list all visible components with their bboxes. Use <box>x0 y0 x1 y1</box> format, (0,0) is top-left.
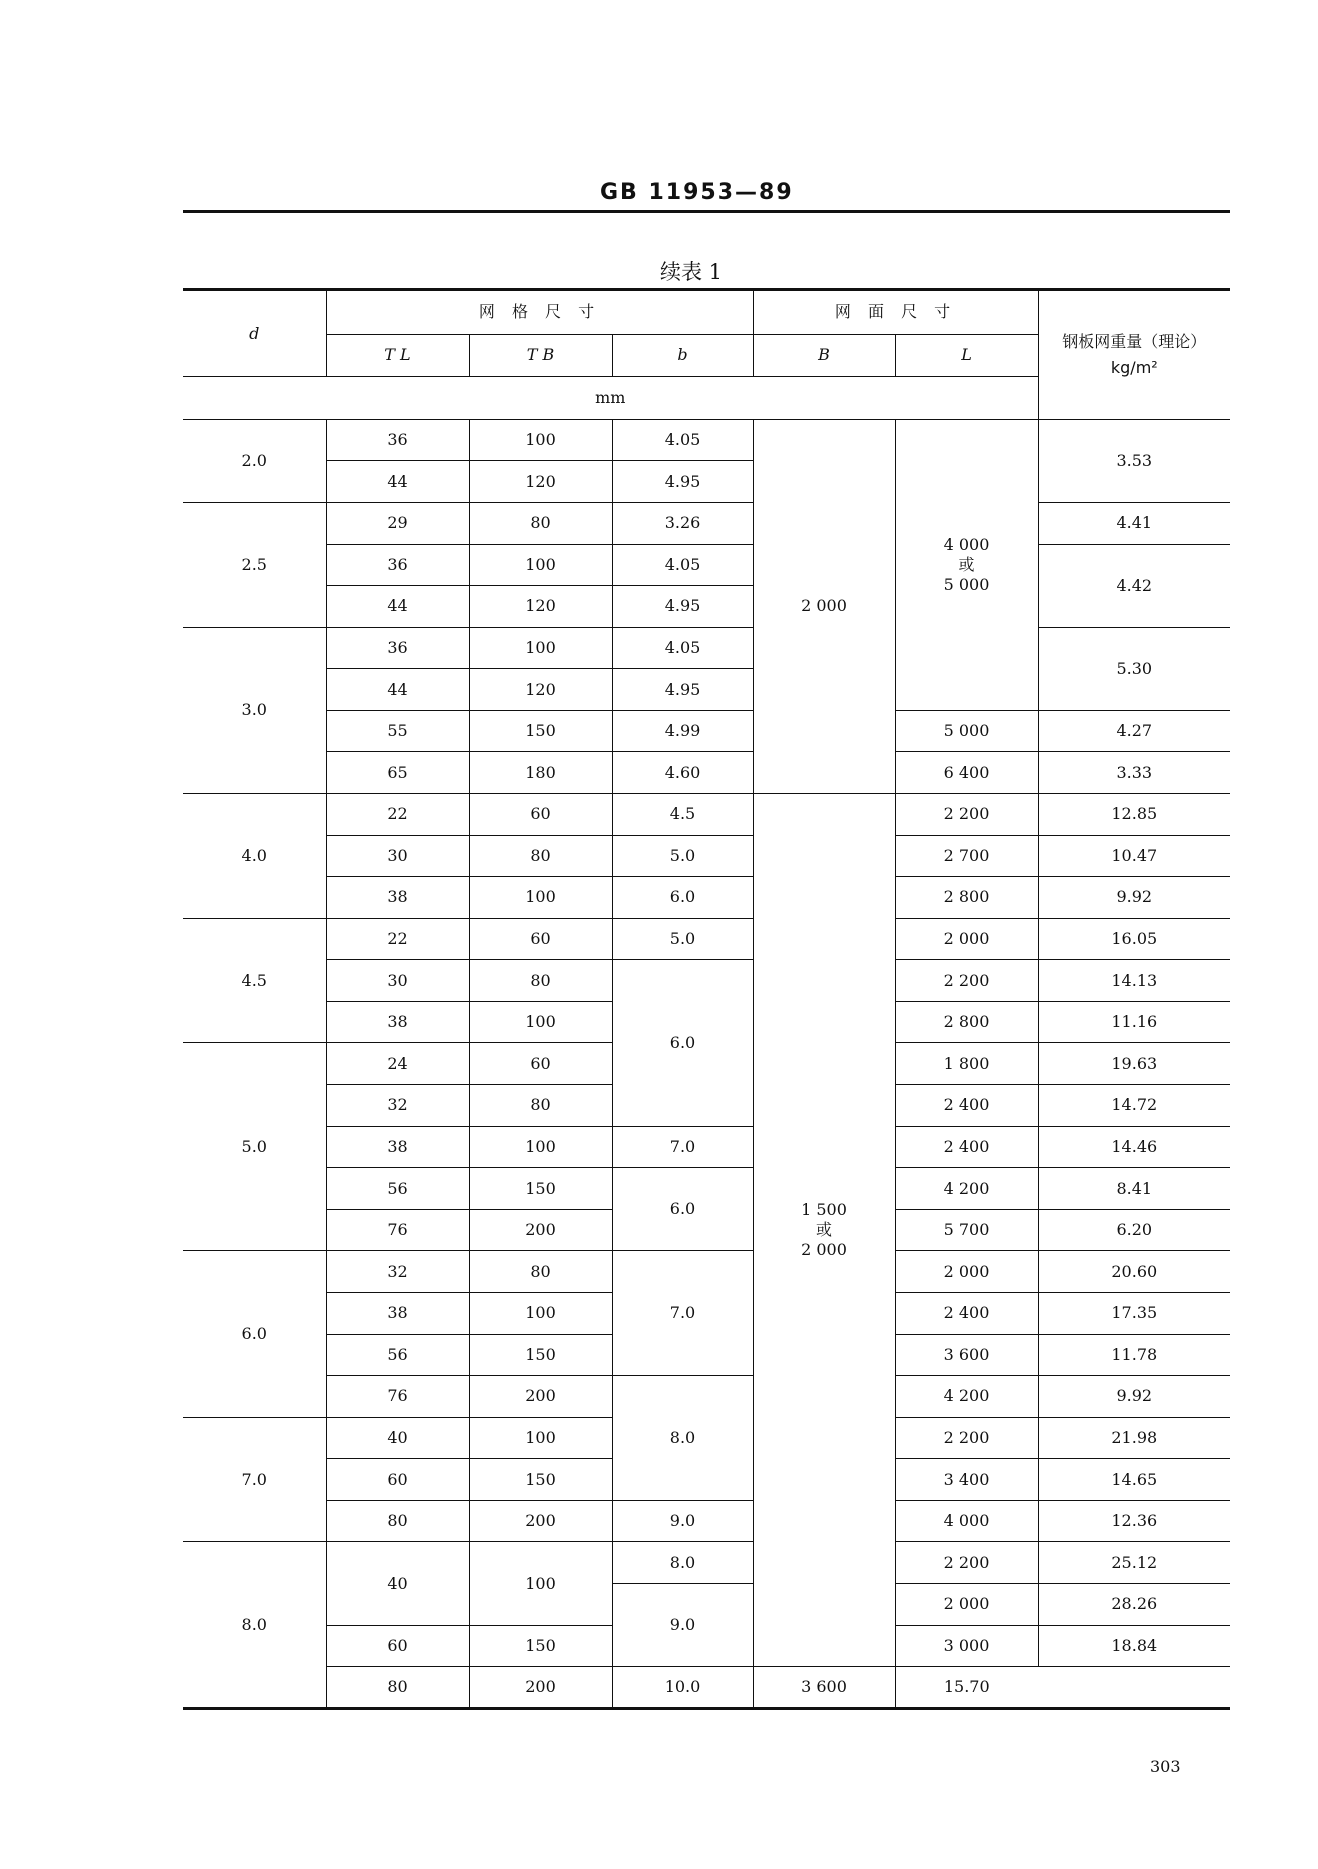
L-cell: 2 200 <box>895 1542 1038 1584</box>
tl-cell: 36 <box>326 627 469 669</box>
tl-cell: 56 <box>326 1334 469 1376</box>
L-cell: 2 000 <box>895 918 1038 960</box>
tb-cell: 150 <box>469 1459 612 1501</box>
tl-cell: 40 <box>326 1542 469 1625</box>
b-cell: 4.95 <box>612 669 753 711</box>
b-cell: 6.0 <box>612 1168 753 1251</box>
d-cell: 5.0 <box>183 1043 326 1251</box>
weight-cell: 10.47 <box>1038 835 1230 877</box>
L-cell: 4 200 <box>895 1168 1038 1210</box>
d-cell: 6.0 <box>183 1251 326 1417</box>
d-cell: 8.0 <box>183 1542 326 1709</box>
b-cell: 6.0 <box>612 877 753 919</box>
tb-cell: 100 <box>469 877 612 919</box>
L-cell: 3 000 <box>895 1625 1038 1667</box>
col-group-panel: 网 面 尺 寸 <box>753 290 1038 335</box>
L-cell: 4 000 <box>895 1500 1038 1542</box>
L-cell-line2: 或 <box>958 554 975 574</box>
weight-cell: 17.35 <box>1038 1292 1230 1334</box>
weight-cell: 5.30 <box>1038 627 1230 710</box>
L-cell: 2 800 <box>895 877 1038 919</box>
tl-cell: 80 <box>326 1500 469 1542</box>
L-cell: 2 200 <box>895 1417 1038 1459</box>
weight-cell: 25.12 <box>1038 1542 1230 1584</box>
col-group-mesh: 网 格 尺 寸 <box>326 290 753 335</box>
weight-cell: 9.92 <box>1038 877 1230 919</box>
L-cell: 2 200 <box>895 960 1038 1002</box>
B-cell-line2: 或 <box>816 1220 833 1240</box>
tb-cell: 60 <box>469 918 612 960</box>
tb-cell: 150 <box>469 710 612 752</box>
col-header-TL: T L <box>326 334 469 377</box>
weight-cell: 21.98 <box>1038 1417 1230 1459</box>
col-header-B: B <box>753 334 895 377</box>
tb-cell: 200 <box>469 1209 612 1251</box>
tb-cell: 180 <box>469 752 612 794</box>
d-cell: 2.0 <box>183 419 326 502</box>
b-cell: 4.60 <box>612 752 753 794</box>
weight-cell: 14.65 <box>1038 1459 1230 1501</box>
B-cell-line1: 1 500 <box>801 1200 847 1220</box>
B-cell-line: 2 000 <box>801 596 847 616</box>
tl-cell: 80 <box>326 1667 469 1709</box>
tb-cell: 120 <box>469 461 612 503</box>
tb-cell: 100 <box>469 419 612 461</box>
tl-cell: 24 <box>326 1043 469 1085</box>
L-cell: 2 700 <box>895 835 1038 877</box>
L-cell: 2 000 <box>895 1251 1038 1293</box>
L-cell: 1 800 <box>895 1043 1038 1085</box>
col-header-weight <box>1038 290 1230 420</box>
tb-cell: 100 <box>469 627 612 669</box>
weight-cell: 15.70 <box>895 1667 1038 1709</box>
col-header-TB: T B <box>469 334 612 377</box>
tb-cell: 80 <box>469 502 612 544</box>
table-caption: 续表 1 <box>660 260 723 284</box>
unit-row: mm <box>183 377 1038 420</box>
weight-cell: 14.72 <box>1038 1085 1230 1127</box>
L-cell-line1: 4 000 <box>943 534 990 554</box>
tl-cell: 44 <box>326 461 469 503</box>
weight-cell: 28.26 <box>1038 1584 1230 1626</box>
B-cell-line3: 2 000 <box>801 1240 847 1260</box>
b-cell: 7.0 <box>612 1251 753 1376</box>
weight-title: 钢板网重量（理论） <box>1062 332 1207 352</box>
weight-unit: kg/m² <box>1110 357 1158 377</box>
weight-cell: 3.53 <box>1038 419 1230 502</box>
tb-cell: 120 <box>469 669 612 711</box>
weight-cell: 3.33 <box>1038 752 1230 794</box>
tb-cell: 120 <box>469 586 612 628</box>
tb-cell: 80 <box>469 835 612 877</box>
b-cell: 6.0 <box>612 960 753 1126</box>
weight-cell: 18.84 <box>1038 1625 1230 1667</box>
weight-cell: 11.16 <box>1038 1001 1230 1043</box>
tb-cell: 200 <box>469 1667 612 1709</box>
L-cell: 3 600 <box>753 1667 895 1709</box>
tb-cell: 200 <box>469 1500 612 1542</box>
tl-cell: 65 <box>326 752 469 794</box>
weight-cell: 19.63 <box>1038 1043 1230 1085</box>
B-cell <box>753 794 895 1667</box>
tl-cell: 32 <box>326 1251 469 1293</box>
tl-cell: 44 <box>326 669 469 711</box>
tl-cell: 55 <box>326 710 469 752</box>
tb-cell: 60 <box>469 1043 612 1085</box>
col-header-L: L <box>895 334 1038 377</box>
tl-cell: 30 <box>326 960 469 1002</box>
weight-cell: 4.42 <box>1038 544 1230 627</box>
tb-cell: 150 <box>469 1625 612 1667</box>
d-cell: 2.5 <box>183 502 326 627</box>
L-cell: 3 400 <box>895 1459 1038 1501</box>
b-cell: 4.05 <box>612 544 753 586</box>
L-cell: 2 400 <box>895 1126 1038 1168</box>
b-cell: 10.0 <box>612 1667 753 1709</box>
tl-cell: 29 <box>326 502 469 544</box>
L-cell: 2 000 <box>895 1584 1038 1626</box>
tl-cell: 56 <box>326 1168 469 1210</box>
tl-cell: 32 <box>326 1085 469 1127</box>
b-cell: 3.26 <box>612 502 753 544</box>
weight-cell: 12.36 <box>1038 1500 1230 1542</box>
L-cell: 2 200 <box>895 794 1038 836</box>
weight-cell: 14.46 <box>1038 1126 1230 1168</box>
b-cell: 5.0 <box>612 835 753 877</box>
tl-cell: 22 <box>326 794 469 836</box>
tl-cell: 38 <box>326 1292 469 1334</box>
tb-cell: 100 <box>469 1542 612 1625</box>
b-cell: 7.0 <box>612 1126 753 1168</box>
d-cell: 4.5 <box>183 918 326 1043</box>
document-header: GB 11953—89 <box>600 180 794 205</box>
tb-cell: 100 <box>469 1001 612 1043</box>
tl-cell: 38 <box>326 1001 469 1043</box>
tl-cell: 36 <box>326 544 469 586</box>
col-header-b: b <box>612 334 753 377</box>
b-cell: 4.95 <box>612 586 753 628</box>
tl-cell: 44 <box>326 586 469 628</box>
tb-cell: 200 <box>469 1376 612 1418</box>
header-rule <box>183 210 1230 213</box>
L-cell <box>895 419 1038 710</box>
b-cell: 4.99 <box>612 710 753 752</box>
b-cell: 8.0 <box>612 1376 753 1501</box>
weight-cell: 14.13 <box>1038 960 1230 1002</box>
b-cell: 9.0 <box>612 1500 753 1542</box>
L-cell: 6 400 <box>895 752 1038 794</box>
L-cell: 2 800 <box>895 1001 1038 1043</box>
L-cell: 4 200 <box>895 1376 1038 1418</box>
tl-cell: 38 <box>326 877 469 919</box>
tb-cell: 80 <box>469 1085 612 1127</box>
L-cell-line3: 5 000 <box>943 574 990 594</box>
tl-cell: 22 <box>326 918 469 960</box>
tl-cell: 76 <box>326 1209 469 1251</box>
d-cell: 7.0 <box>183 1417 326 1542</box>
weight-cell: 12.85 <box>1038 794 1230 836</box>
tb-cell: 100 <box>469 1417 612 1459</box>
tl-cell: 38 <box>326 1126 469 1168</box>
weight-cell: 4.41 <box>1038 502 1230 544</box>
weight-cell: 16.05 <box>1038 918 1230 960</box>
d-cell: 4.0 <box>183 794 326 919</box>
weight-cell: 9.92 <box>1038 1376 1230 1418</box>
L-cell: 2 400 <box>895 1292 1038 1334</box>
b-cell: 9.0 <box>612 1584 753 1667</box>
col-header-d: d <box>183 290 326 377</box>
b-cell: 4.05 <box>612 419 753 461</box>
tb-cell: 80 <box>469 1251 612 1293</box>
tl-cell: 36 <box>326 419 469 461</box>
weight-cell: 4.27 <box>1038 710 1230 752</box>
tl-cell: 76 <box>326 1376 469 1418</box>
tb-cell: 150 <box>469 1168 612 1210</box>
b-cell: 4.05 <box>612 627 753 669</box>
weight-cell: 6.20 <box>1038 1209 1230 1251</box>
tb-cell: 150 <box>469 1334 612 1376</box>
tl-cell: 30 <box>326 835 469 877</box>
tb-cell: 100 <box>469 1126 612 1168</box>
tb-cell: 80 <box>469 960 612 1002</box>
weight-cell: 11.78 <box>1038 1334 1230 1376</box>
d-cell: 3.0 <box>183 627 326 793</box>
b-cell: 8.0 <box>612 1542 753 1584</box>
weight-cell: 20.60 <box>1038 1251 1230 1293</box>
spec-table <box>183 288 1230 1710</box>
tb-cell: 100 <box>469 544 612 586</box>
L-cell: 5 700 <box>895 1209 1038 1251</box>
b-cell: 4.95 <box>612 461 753 503</box>
tl-cell: 60 <box>326 1625 469 1667</box>
weight-cell: 8.41 <box>1038 1168 1230 1210</box>
tl-cell: 40 <box>326 1417 469 1459</box>
b-cell: 5.0 <box>612 918 753 960</box>
tb-cell: 100 <box>469 1292 612 1334</box>
L-cell: 5 000 <box>895 710 1038 752</box>
b-cell: 4.5 <box>612 794 753 836</box>
page-number: 303 <box>1150 1757 1181 1776</box>
tb-cell: 60 <box>469 794 612 836</box>
tl-cell: 60 <box>326 1459 469 1501</box>
L-cell: 2 400 <box>895 1085 1038 1127</box>
B-cell <box>753 419 895 793</box>
L-cell: 3 600 <box>895 1334 1038 1376</box>
